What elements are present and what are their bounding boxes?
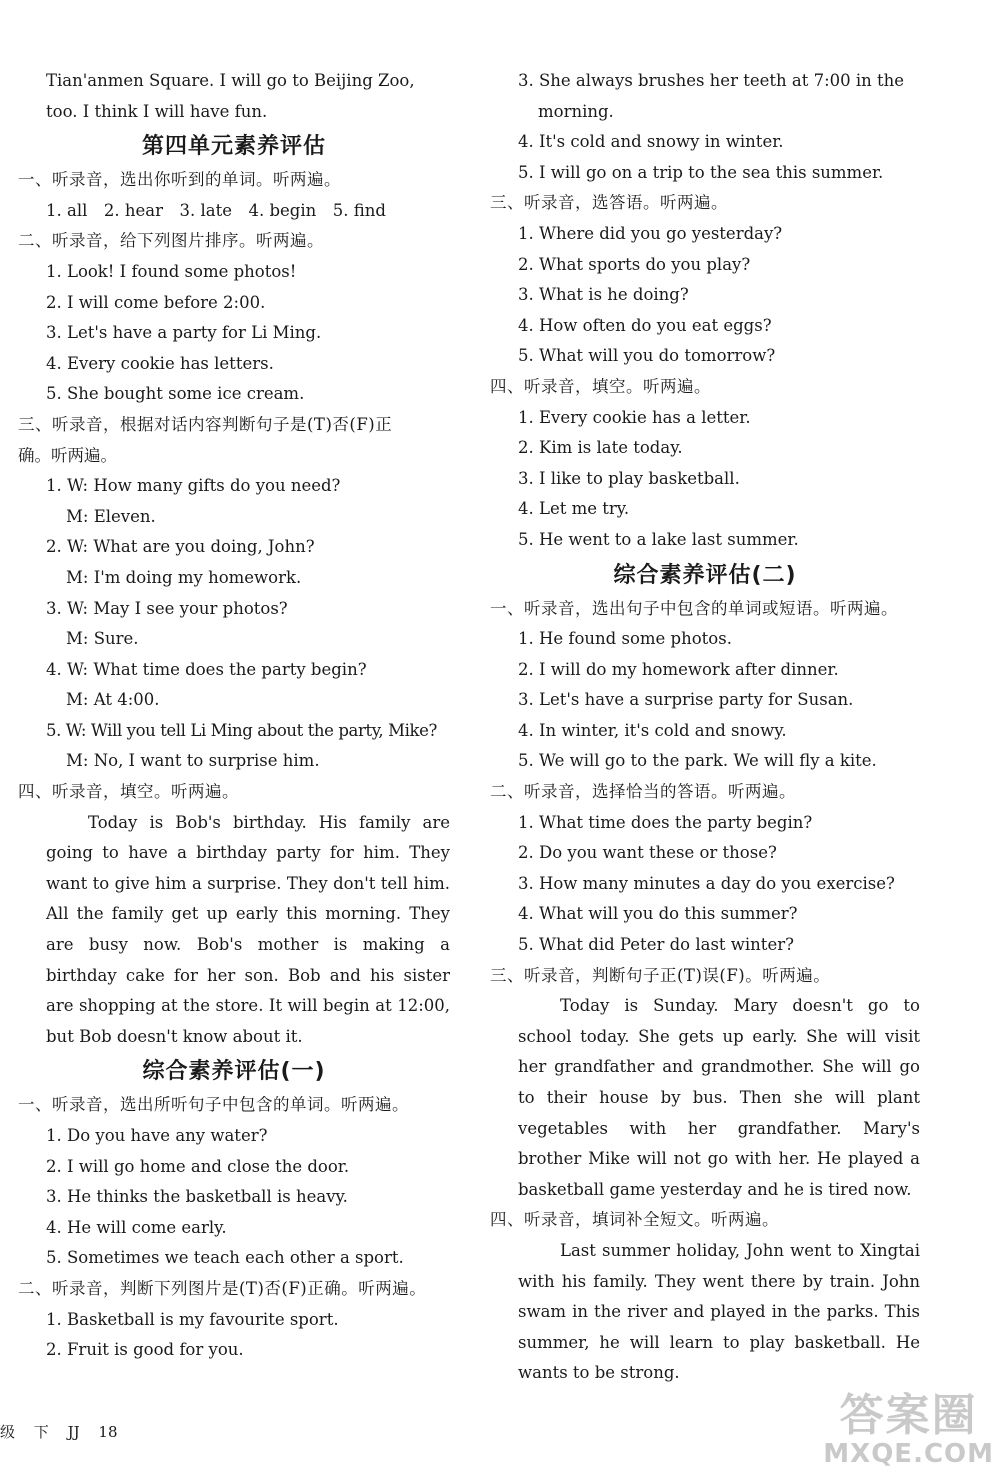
page-footer — [0, 1420, 132, 1444]
footer-grade: 级 — [0, 1423, 16, 1441]
question-item: 3. Let's have a party for Li Ming. — [46, 323, 322, 343]
section-title: 综合素养评估(一) — [142, 1059, 326, 1085]
footer-term: 下 — [33, 1423, 49, 1441]
passage-text: Last summer holiday, John went to Xingtai with his family. They went there by train. John swam in the river and played in the parks. This summer, he will learn to play basketball. He wants to be strong. — [518, 1240, 920, 1383]
question-item: 5. What did Peter do last winter? — [518, 935, 794, 955]
dialogue-line: M: I'm doing my homework. — [66, 567, 302, 587]
dialogue-line: M: No, I want to surprise him. — [66, 751, 320, 771]
dialogue-line: 3. W: May I see your photos? — [46, 598, 288, 618]
question-item: 2. Do you want these or those? — [518, 843, 777, 863]
question-item: 2. Kim is late today. — [518, 438, 683, 458]
watermark-logo — [823, 1392, 994, 1468]
question-item: 4. How often do you eat eggs? — [518, 315, 772, 335]
question-item: 2. What sports do you play? — [518, 254, 751, 274]
question-heading: 三、听录音，根据对话内容判断句子是(T)否(F)正 — [18, 414, 393, 434]
question-item: 4. What will you do this summer? — [518, 904, 798, 924]
question-item: 4. He will come early. — [46, 1217, 227, 1237]
question-item: 1. all 2. hear 3. late 4. begin 5. find — [46, 200, 386, 220]
dialogue-line: M: Eleven. — [66, 506, 156, 526]
question-item: 5. Sometimes we teach each other a sport. — [46, 1248, 404, 1268]
section-title: 第四单元素养评估 — [141, 134, 326, 160]
question-heading: 二、听录音，选择恰当的答语。听两遍。 — [490, 782, 796, 802]
question-heading: 四、听录音，填词补全短文。听两遍。 — [490, 1210, 779, 1230]
question-item: 4. Every cookie has letters. — [46, 353, 274, 373]
question-heading: 四、听录音，填空。听两遍。 — [18, 782, 239, 802]
question-item: 1. Basketball is my favourite sport. — [46, 1309, 339, 1329]
text-line: too. I think I will have fun. — [46, 101, 268, 121]
passage — [490, 1236, 920, 1389]
question-item: 3. What is he doing? — [518, 285, 689, 305]
question-item: 3. Let's have a surprise party for Susan. — [518, 690, 854, 710]
question-heading: 二、听录音，给下列图片排序。听两遍。 — [18, 231, 324, 251]
footer-edition: JJ — [67, 1423, 80, 1441]
section-title: 综合素养评估(二) — [613, 562, 797, 588]
watermark-bottom: MXQE.COM — [823, 1439, 994, 1469]
question-heading-cont: 确。听两遍。 — [18, 445, 117, 465]
question-heading: 二、听录音，判断下列图片是(T)否(F)正确。听两遍。 — [18, 1278, 427, 1298]
dialogue-line: 5. W: Will you tell Li Ming about the party, Mike? — [46, 720, 437, 740]
question-item: 1. Every cookie has a letter. — [518, 407, 751, 427]
question-heading: 四、听录音，填空。听两遍。 — [490, 376, 711, 396]
question-item: 4. In winter, it's cold and snowy. — [518, 720, 787, 740]
passage-text: Today is Bob's birthday. His family are going to have a birthday party for him. They want to give him a surprise. They don't tell him. All the family get up early this morning. They are busy now. Bob's mother is making a birthday cake for her son. Bob and his sister are shopping at the store. It will begin at 12:00, but Bob doesn't know about it. — [46, 812, 450, 1046]
passage — [18, 808, 450, 1053]
question-heading: 三、听录音，判断句子正(T)误(F)。听两遍。 — [490, 965, 831, 985]
dialogue-line: M: At 4:00. — [66, 690, 160, 710]
question-item: 4. It's cold and snowy in winter. — [518, 132, 784, 152]
watermark-top: 答案圈 — [839, 1390, 978, 1441]
question-heading: 一、听录音，选出句子中包含的单词或短语。听两遍。 — [490, 598, 898, 618]
question-item: 3. She always brushes her teeth at 7:00 in the — [518, 71, 905, 90]
question-heading: 三、听录音，选答语。听两遍。 — [490, 193, 728, 213]
question-heading: 一、听录音，选出所听句子中包含的单词。听两遍。 — [18, 1095, 409, 1115]
question-heading: 一、听录音，选出你听到的单词。听两遍。 — [18, 170, 341, 190]
dialogue-line: 2. W: What are you doing, John? — [46, 537, 315, 557]
question-item: 2. Fruit is good for you. — [46, 1340, 244, 1360]
question-item: 1. He found some photos. — [518, 629, 732, 649]
question-item: 2. I will go home and close the door. — [46, 1156, 350, 1176]
question-item: 5. He went to a lake last summer. — [518, 529, 799, 549]
dialogue-line: 4. W: What time does the party begin? — [46, 659, 367, 679]
question-item: 5. What will you do tomorrow? — [518, 346, 776, 366]
right-column — [490, 66, 920, 1389]
passage-text: Today is Sunday. Mary doesn't go to school today. She gets up early. She will visit her grandfather and grandmother. She will go to their house by bus. Then she will plant vegetables with her grandfather. Mary's brother Mike will not go with her. He played a basketball game yesterday and he is tired now. — [518, 996, 920, 1199]
question-item: 5. I will go on a trip to the sea this summer. — [518, 162, 884, 182]
passage — [490, 991, 920, 1205]
question-item: 2. I will do my homework after dinner. — [518, 659, 839, 679]
dialogue-line: M: Sure. — [66, 629, 139, 649]
left-column — [18, 66, 450, 1366]
question-item: 4. Let me try. — [518, 499, 630, 519]
question-item: 3. I like to play basketball. — [518, 468, 740, 488]
question-item: 3. How many minutes a day do you exercise? — [518, 873, 895, 893]
question-item: 5. We will go to the park. We will fly a kite. — [518, 751, 877, 771]
question-item: 5. She bought some ice cream. — [46, 384, 305, 404]
question-item: 1. Where did you go yesterday? — [518, 223, 783, 243]
text-line: Tian'anmen Square. I will go to Beijing Zoo, — [46, 71, 415, 90]
question-item: morning. — [538, 101, 614, 121]
page-number: 18 — [98, 1423, 118, 1441]
question-item: 3. He thinks the basketball is heavy. — [46, 1187, 348, 1207]
question-item: 1. What time does the party begin? — [518, 812, 813, 832]
question-item: 1. Look! I found some photos! — [46, 261, 297, 281]
dialogue-line: 1. W: How many gifts do you need? — [46, 476, 341, 496]
question-item: 1. Do you have any water? — [46, 1126, 268, 1145]
question-item: 2. I will come before 2:00. — [46, 292, 266, 312]
